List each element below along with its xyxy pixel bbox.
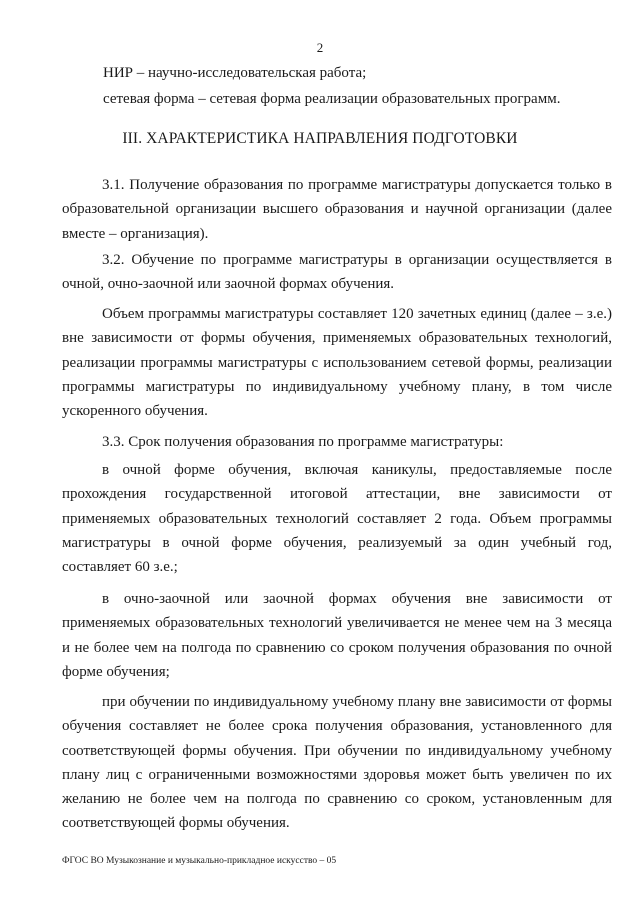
paragraph-3-2: 3.2. Обучение по программе магистратуры в организации осуществляется в очной, очно-заочной или заочной формах обучения. <box>62 252 612 293</box>
paragraph-individual-plan: при обучении по индивидуальному учебному плану вне зависимости от формы обучения составляет не более срока получения образования, установленного для соответствующей формы обучения. При обучении по индивидуальному учебному плану лиц с ограниченными возможностями здоровья может быть увеличен по их желанию не более чем на полгода по сравнению со сроком, установленным для соответствующей формы обучения. <box>62 694 612 832</box>
paragraph-volume: Объем программы магистратуры составляет 120 зачетных единиц (далее – з.е.) вне зависимости от формы обучения, применяемых образовательных технологий, реализации программы магистратуры с использованием сетевой формы, реализации программы магистратуры по индивидуальному учебному плану, в том числе ускоренного обучения. <box>62 306 612 420</box>
paragraph-3-1: 3.1. Получение образования по программе магистратуры допускается только в образовательной организации высшего образования и научной организации (далее вместе – организация). <box>62 177 612 242</box>
paragraph-full-time: в очной форме обучения, включая каникулы, предоставляемые после прохождения государственной итоговой аттестации, вне зависимости от применяемых образовательных технологий составляет 2 года. Объем программы магистратуры в очной форме обучения, реализуемый за один учебный год, составляет 60 з.е.; <box>62 462 612 576</box>
paragraph-3-3: 3.3. Срок получения образования по программе магистратуры: <box>102 434 504 450</box>
footer-note: ФГОС ВО Музыкознание и музыкально-прикладное искусство – 05 <box>62 856 337 866</box>
section-heading: III. ХАРАКТЕРИСТИКА НАПРАВЛЕНИЯ ПОДГОТОВКИ <box>122 130 518 147</box>
paragraph-part-time: в очно-заочной или заочной формах обучения вне зависимости от применяемых образовательных технологий увеличивается не менее чем на 3 месяца и не более чем на полгода по сравнению со сроком получения образования по очной форме обучения; <box>62 591 612 680</box>
abbreviation-network-form: сетевая форма – сетевая форма реализации образовательных программ. <box>103 91 561 107</box>
abbreviation-nir: НИР – научно-исследовательская работа; <box>103 65 367 81</box>
page-number: 2 <box>316 40 324 55</box>
